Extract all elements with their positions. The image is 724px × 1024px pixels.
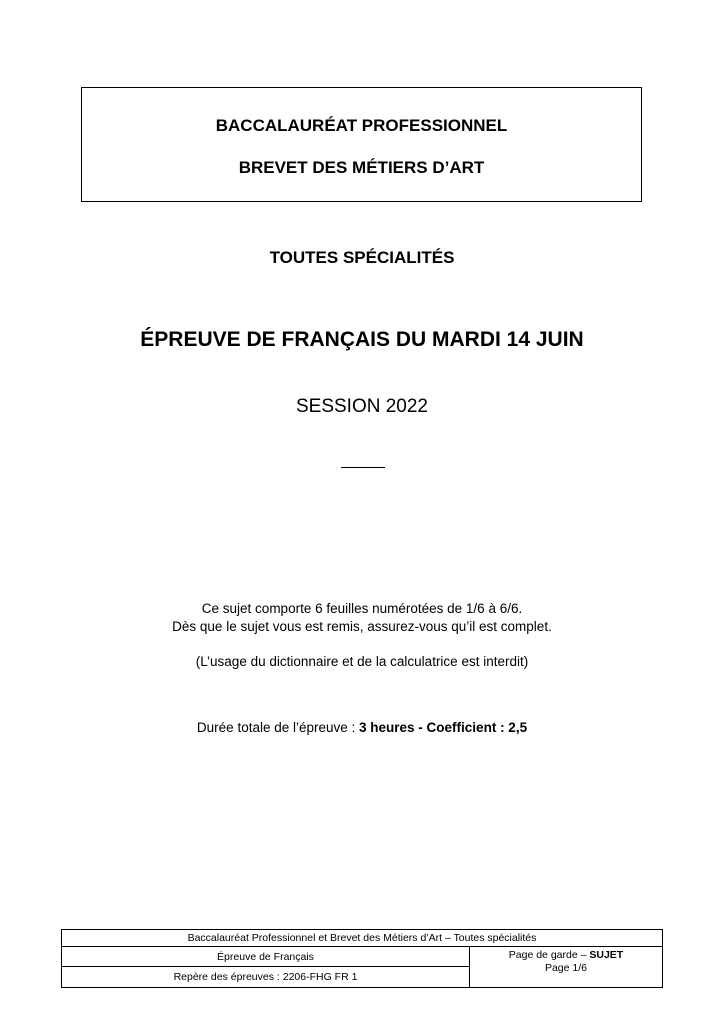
info-sheet-count: Ce sujet comporte 6 feuilles numérotées de 1/6 à 6/6.	[201, 601, 523, 616]
footer-page-info	[470, 947, 662, 987]
session-label: SESSION 2022	[295, 396, 429, 417]
footer-repere: Repère des épreuves : 2206-FHG FR 1	[62, 967, 470, 987]
duration-value: 3 heures - Coefficient : 2,5	[359, 720, 528, 735]
footer-page-garde	[470, 949, 662, 962]
specialites-heading: TOUTES SPÉCIALITÉS	[269, 248, 455, 267]
header-box	[81, 87, 642, 202]
exam-title: ÉPREUVE DE FRANÇAIS DU MARDI 14 JUIN	[140, 328, 584, 351]
footer-sujet-label: SUJET	[589, 949, 624, 961]
footer-title: Baccalauréat Professionnel et Brevet des Métiers d’Art – Toutes spécialités	[62, 930, 662, 947]
info-dictionary-notice: (L’usage du dictionnaire et de la calculatrice est interdit)	[195, 654, 529, 669]
header-line-brevet: BREVET DES MÉTIERS D’ART	[238, 158, 485, 177]
footer-page-garde-prefix: Page de garde –	[508, 949, 590, 961]
footer-table	[61, 929, 663, 988]
footer-page-number: Page 1/6	[544, 962, 588, 974]
duration-line	[0, 720, 724, 735]
duration-prefix: Durée totale de l’épreuve :	[196, 720, 360, 735]
footer-epreuve: Épreuve de Français	[62, 947, 470, 967]
header-line-bac-pro: BACCALAURÉAT PROFESSIONNEL	[215, 116, 508, 135]
divider	[341, 467, 385, 468]
info-check-complete: Dès que le sujet vous est remis, assurez-vous qu’il est complet.	[172, 619, 552, 634]
